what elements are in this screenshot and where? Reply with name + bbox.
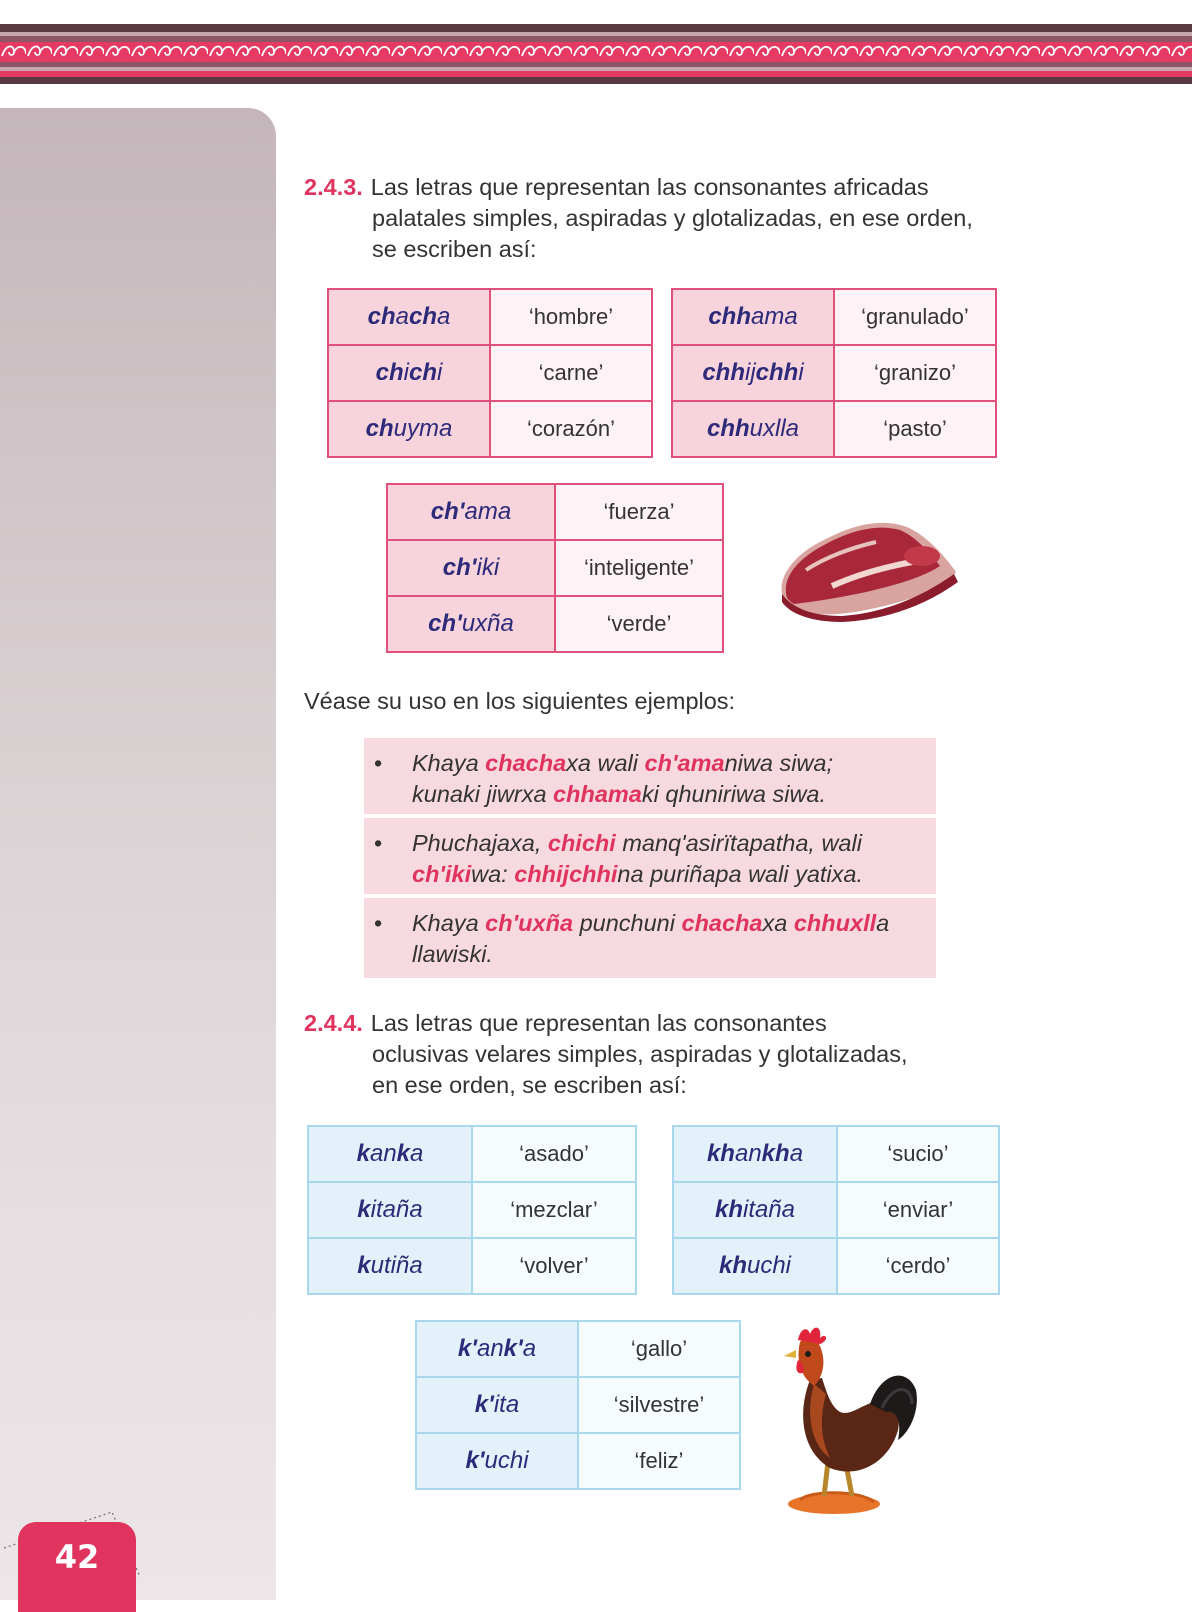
vocab-table-kh (672, 1125, 1000, 1295)
vocab-table-chh (671, 288, 997, 458)
section-text-line1: Las letras que representan las consonantes (370, 1010, 827, 1036)
gloss-cell: ‘carne’ (490, 345, 652, 401)
word-cell: kanka (308, 1126, 472, 1182)
word-cell: khitaña (673, 1182, 837, 1238)
word-cell: chhuxlla (672, 401, 834, 457)
section-text-line2: oclusivas velares simples, aspiradas y glotalizadas, (372, 1041, 908, 1067)
bullet: • (374, 830, 383, 856)
gloss-cell: ‘fuerza’ (555, 484, 723, 540)
table-row (672, 401, 996, 457)
gloss-cell: ‘enviar’ (837, 1182, 999, 1238)
word-cell: kutiña (308, 1238, 472, 1294)
table-row (387, 540, 723, 596)
vocab-table-k-glottal (415, 1320, 741, 1490)
gloss-cell: ‘inteligente’ (555, 540, 723, 596)
gloss-cell: ‘feliz’ (578, 1433, 740, 1489)
table-row (387, 596, 723, 652)
gloss-cell: ‘asado’ (472, 1126, 636, 1182)
section-text-line3: en ese orden, se escriben así: (372, 1072, 687, 1098)
page-number-tab (0, 1500, 140, 1600)
gloss-cell: ‘granizo’ (834, 345, 996, 401)
table-row (672, 289, 996, 345)
table-row (308, 1126, 636, 1182)
section-2-4-4-heading (304, 1008, 1024, 1101)
example-sentence-2: • Phuchajaxa, chichi manq'asirïtapatha, wali ch'ikiwa: chhijchhina puriñapa wali yatixa. (364, 818, 936, 894)
rooster-icon (770, 1320, 920, 1516)
examples-intro: Véase su uso en los siguientes ejemplos: (304, 688, 736, 714)
table-row (328, 401, 652, 457)
gloss-cell: ‘sucio’ (837, 1126, 999, 1182)
gloss-cell: ‘granulado’ (834, 289, 996, 345)
gloss-cell: ‘hombre’ (490, 289, 652, 345)
section-number: 2.4.3. (304, 174, 363, 200)
word-cell: ch'uxña (387, 596, 555, 652)
word-cell: khuchi (673, 1238, 837, 1294)
table-row (328, 345, 652, 401)
word-cell: kitaña (308, 1182, 472, 1238)
gloss-cell: ‘gallo’ (578, 1321, 740, 1377)
example-sentence-3: • Khaya ch'uxña punchuni chachaxa chhuxlla llawiski. (364, 898, 936, 978)
word-cell: k'uchi (416, 1433, 578, 1489)
gloss-cell: ‘mezclar’ (472, 1182, 636, 1238)
word-cell: chacha (328, 289, 490, 345)
vocab-table-k (307, 1125, 637, 1295)
vocab-table-ch (327, 288, 653, 458)
gloss-cell: ‘volver’ (472, 1238, 636, 1294)
gloss-cell: ‘cerdo’ (837, 1238, 999, 1294)
word-cell: ch'iki (387, 540, 555, 596)
table-row (387, 484, 723, 540)
section-text-line3: se escriben así: (372, 236, 537, 262)
vocab-table-ch-glottal (386, 483, 724, 653)
bullet: • (374, 910, 383, 936)
page-number: 42 (18, 1522, 136, 1612)
table-row (308, 1182, 636, 1238)
table-row (328, 289, 652, 345)
table-row (416, 1321, 740, 1377)
gloss-cell: ‘verde’ (555, 596, 723, 652)
section-text-line2: palatales simples, aspiradas y glotalizadas, en ese orden, (372, 205, 973, 231)
word-cell: ch'ama (387, 484, 555, 540)
table-row (673, 1238, 999, 1294)
table-row (672, 345, 996, 401)
example-sentence-1: • Khaya chachaxa wali ch'amaniwa siwa; kunaki jiwrxa chhamaki qhuniriwa siwa. (364, 738, 936, 814)
word-cell: k'ank'a (416, 1321, 578, 1377)
word-cell: chichi (328, 345, 490, 401)
word-cell: khankha (673, 1126, 837, 1182)
table-row (673, 1182, 999, 1238)
table-row (308, 1238, 636, 1294)
section-2-4-3-heading (304, 172, 1024, 265)
decorative-top-border (0, 24, 1192, 84)
table-row (673, 1126, 999, 1182)
word-cell: k'ita (416, 1377, 578, 1433)
gloss-cell: ‘corazón’ (490, 401, 652, 457)
word-cell: chuyma (328, 401, 490, 457)
table-row (416, 1377, 740, 1433)
left-sidebar-panel (0, 108, 276, 1600)
word-cell: chhijchhi (672, 345, 834, 401)
section-text-line1: Las letras que representan las consonantes africadas (370, 174, 929, 200)
gloss-cell: ‘silvestre’ (578, 1377, 740, 1433)
table-row (416, 1433, 740, 1489)
bullet: • (374, 750, 383, 776)
gloss-cell: ‘pasto’ (834, 401, 996, 457)
meat-steak-icon (772, 512, 962, 624)
word-cell: chhama (672, 289, 834, 345)
section-number: 2.4.4. (304, 1010, 363, 1036)
